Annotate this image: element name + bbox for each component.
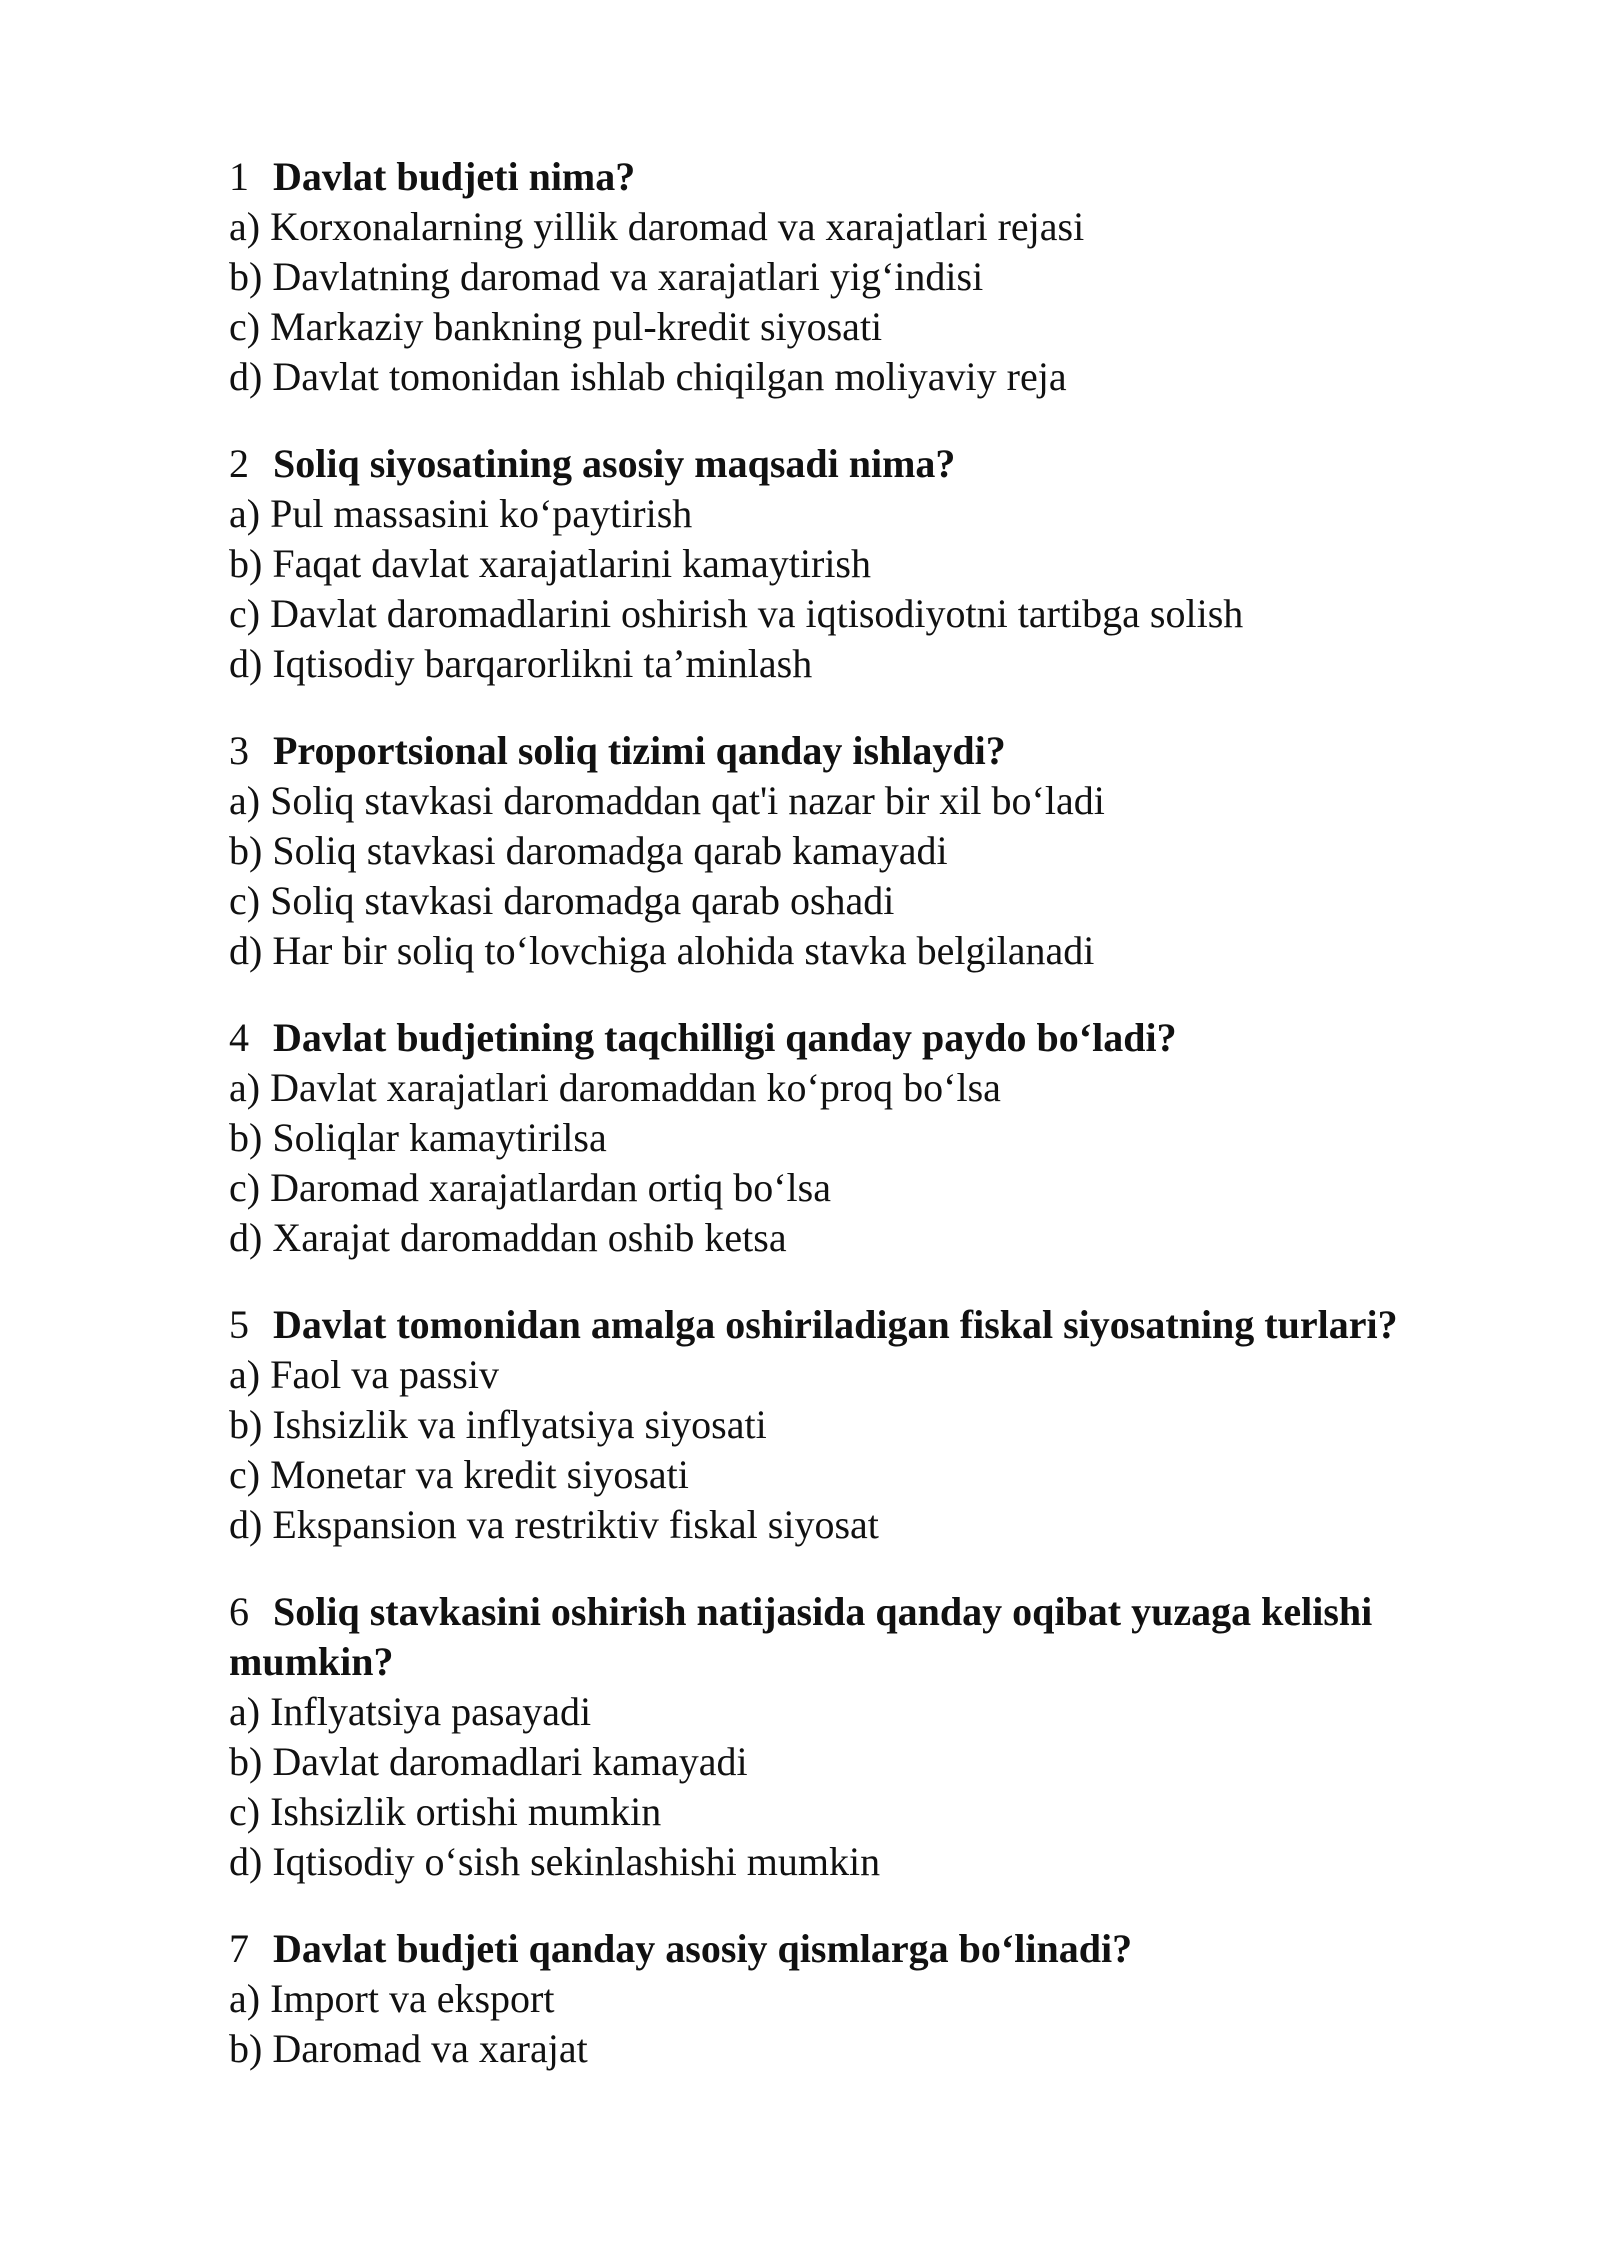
question-number: 6 — [229, 1589, 249, 1634]
answer-option-d: d) Ekspansion va restriktiv fiskal siyosat — [229, 1502, 879, 1547]
quiz-document — [229, 152, 1549, 2111]
question-number: 3 — [229, 728, 249, 773]
question-number: 2 — [229, 441, 249, 486]
answer-option-b: b) Daromad va xarajat — [229, 2026, 588, 2071]
question-text: Proportsional soliq tizimi qanday ishlaydi? — [273, 728, 1006, 773]
question-3 — [229, 726, 1549, 976]
question-text: Davlat budjeti qanday asosiy qismlarga bo‘linadi? — [273, 1926, 1133, 1971]
answer-option-a: a) Inflyatsiya pasayadi — [229, 1689, 592, 1734]
question-title — [229, 1924, 1549, 1974]
question-text: Davlat budjetining taqchilligi qanday paydo bo‘ladi? — [273, 1015, 1177, 1060]
question-title — [229, 152, 1549, 202]
answer-option-c: c) Monetar va kredit siyosati — [229, 1452, 689, 1497]
answer-option-b: b) Davlatning daromad va xarajatlari yig‘indisi — [229, 254, 984, 299]
question-text: Soliq stavkasini oshirish natijasida qanday oqibat yuzaga kelishi mumkin? — [229, 1589, 1373, 1684]
answer-option-c: c) Markaziy bankning pul-kredit siyosati — [229, 304, 883, 349]
answer-option-d: d) Iqtisodiy o‘sish sekinlashishi mumkin — [229, 1839, 881, 1884]
question-5 — [229, 1300, 1549, 1550]
answer-option-a: a) Soliq stavkasi daromaddan qat'i nazar bir xil bo‘ladi — [229, 778, 1105, 823]
question-text: Davlat budjeti nima? — [273, 154, 636, 199]
question-text: Davlat tomonidan amalga oshiriladigan fiskal siyosatning turlari? — [273, 1302, 1398, 1347]
answer-option-d: d) Har bir soliq to‘lovchiga alohida stavka belgilanadi — [229, 928, 1095, 973]
answer-option-b: b) Ishsizlik va inflyatsiya siyosati — [229, 1402, 767, 1447]
question-number: 1 — [229, 154, 249, 199]
question-title — [229, 726, 1549, 776]
answer-option-b: b) Faqat davlat xarajatlarini kamaytirish — [229, 541, 871, 586]
answer-option-b: b) Davlat daromadlari kamayadi — [229, 1739, 748, 1784]
answer-option-a: a) Faol va passiv — [229, 1352, 499, 1397]
answer-option-a: a) Davlat xarajatlari daromaddan ko‘proq bo‘lsa — [229, 1065, 1001, 1110]
question-title — [229, 1300, 1549, 1350]
question-number: 5 — [229, 1302, 249, 1347]
answer-option-b: b) Soliq stavkasi daromadga qarab kamayadi — [229, 828, 948, 873]
answer-option-c: c) Davlat daromadlarini oshirish va iqtisodiyotni tartibga solish — [229, 591, 1244, 636]
question-title — [229, 1013, 1549, 1063]
answer-option-c: c) Ishsizlik ortishi mumkin — [229, 1789, 662, 1834]
answer-option-d: d) Xarajat daromaddan oshib ketsa — [229, 1215, 787, 1260]
question-number: 7 — [229, 1926, 249, 1971]
answer-option-d: d) Iqtisodiy barqarorlikni ta’minlash — [229, 641, 813, 686]
question-title — [229, 1587, 1529, 1687]
question-2 — [229, 439, 1549, 689]
question-4 — [229, 1013, 1549, 1263]
question-number: 4 — [229, 1015, 249, 1060]
question-1 — [229, 152, 1549, 402]
answer-option-a: a) Korxonalarning yillik daromad va xarajatlari rejasi — [229, 204, 1085, 249]
answer-option-a: a) Pul massasini ko‘paytirish — [229, 491, 693, 536]
answer-option-d: d) Davlat tomonidan ishlab chiqilgan moliyaviy reja — [229, 354, 1067, 399]
question-7 — [229, 1924, 1549, 2074]
question-6 — [229, 1587, 1549, 1887]
answer-option-c: c) Soliq stavkasi daromadga qarab oshadi — [229, 878, 895, 923]
answer-option-a: a) Import va eksport — [229, 1976, 555, 2021]
question-title — [229, 439, 1549, 489]
answer-option-c: c) Daromad xarajatlardan ortiq bo‘lsa — [229, 1165, 831, 1210]
answer-option-b: b) Soliqlar kamaytirilsa — [229, 1115, 607, 1160]
question-text: Soliq siyosatining asosiy maqsadi nima? — [273, 441, 956, 486]
